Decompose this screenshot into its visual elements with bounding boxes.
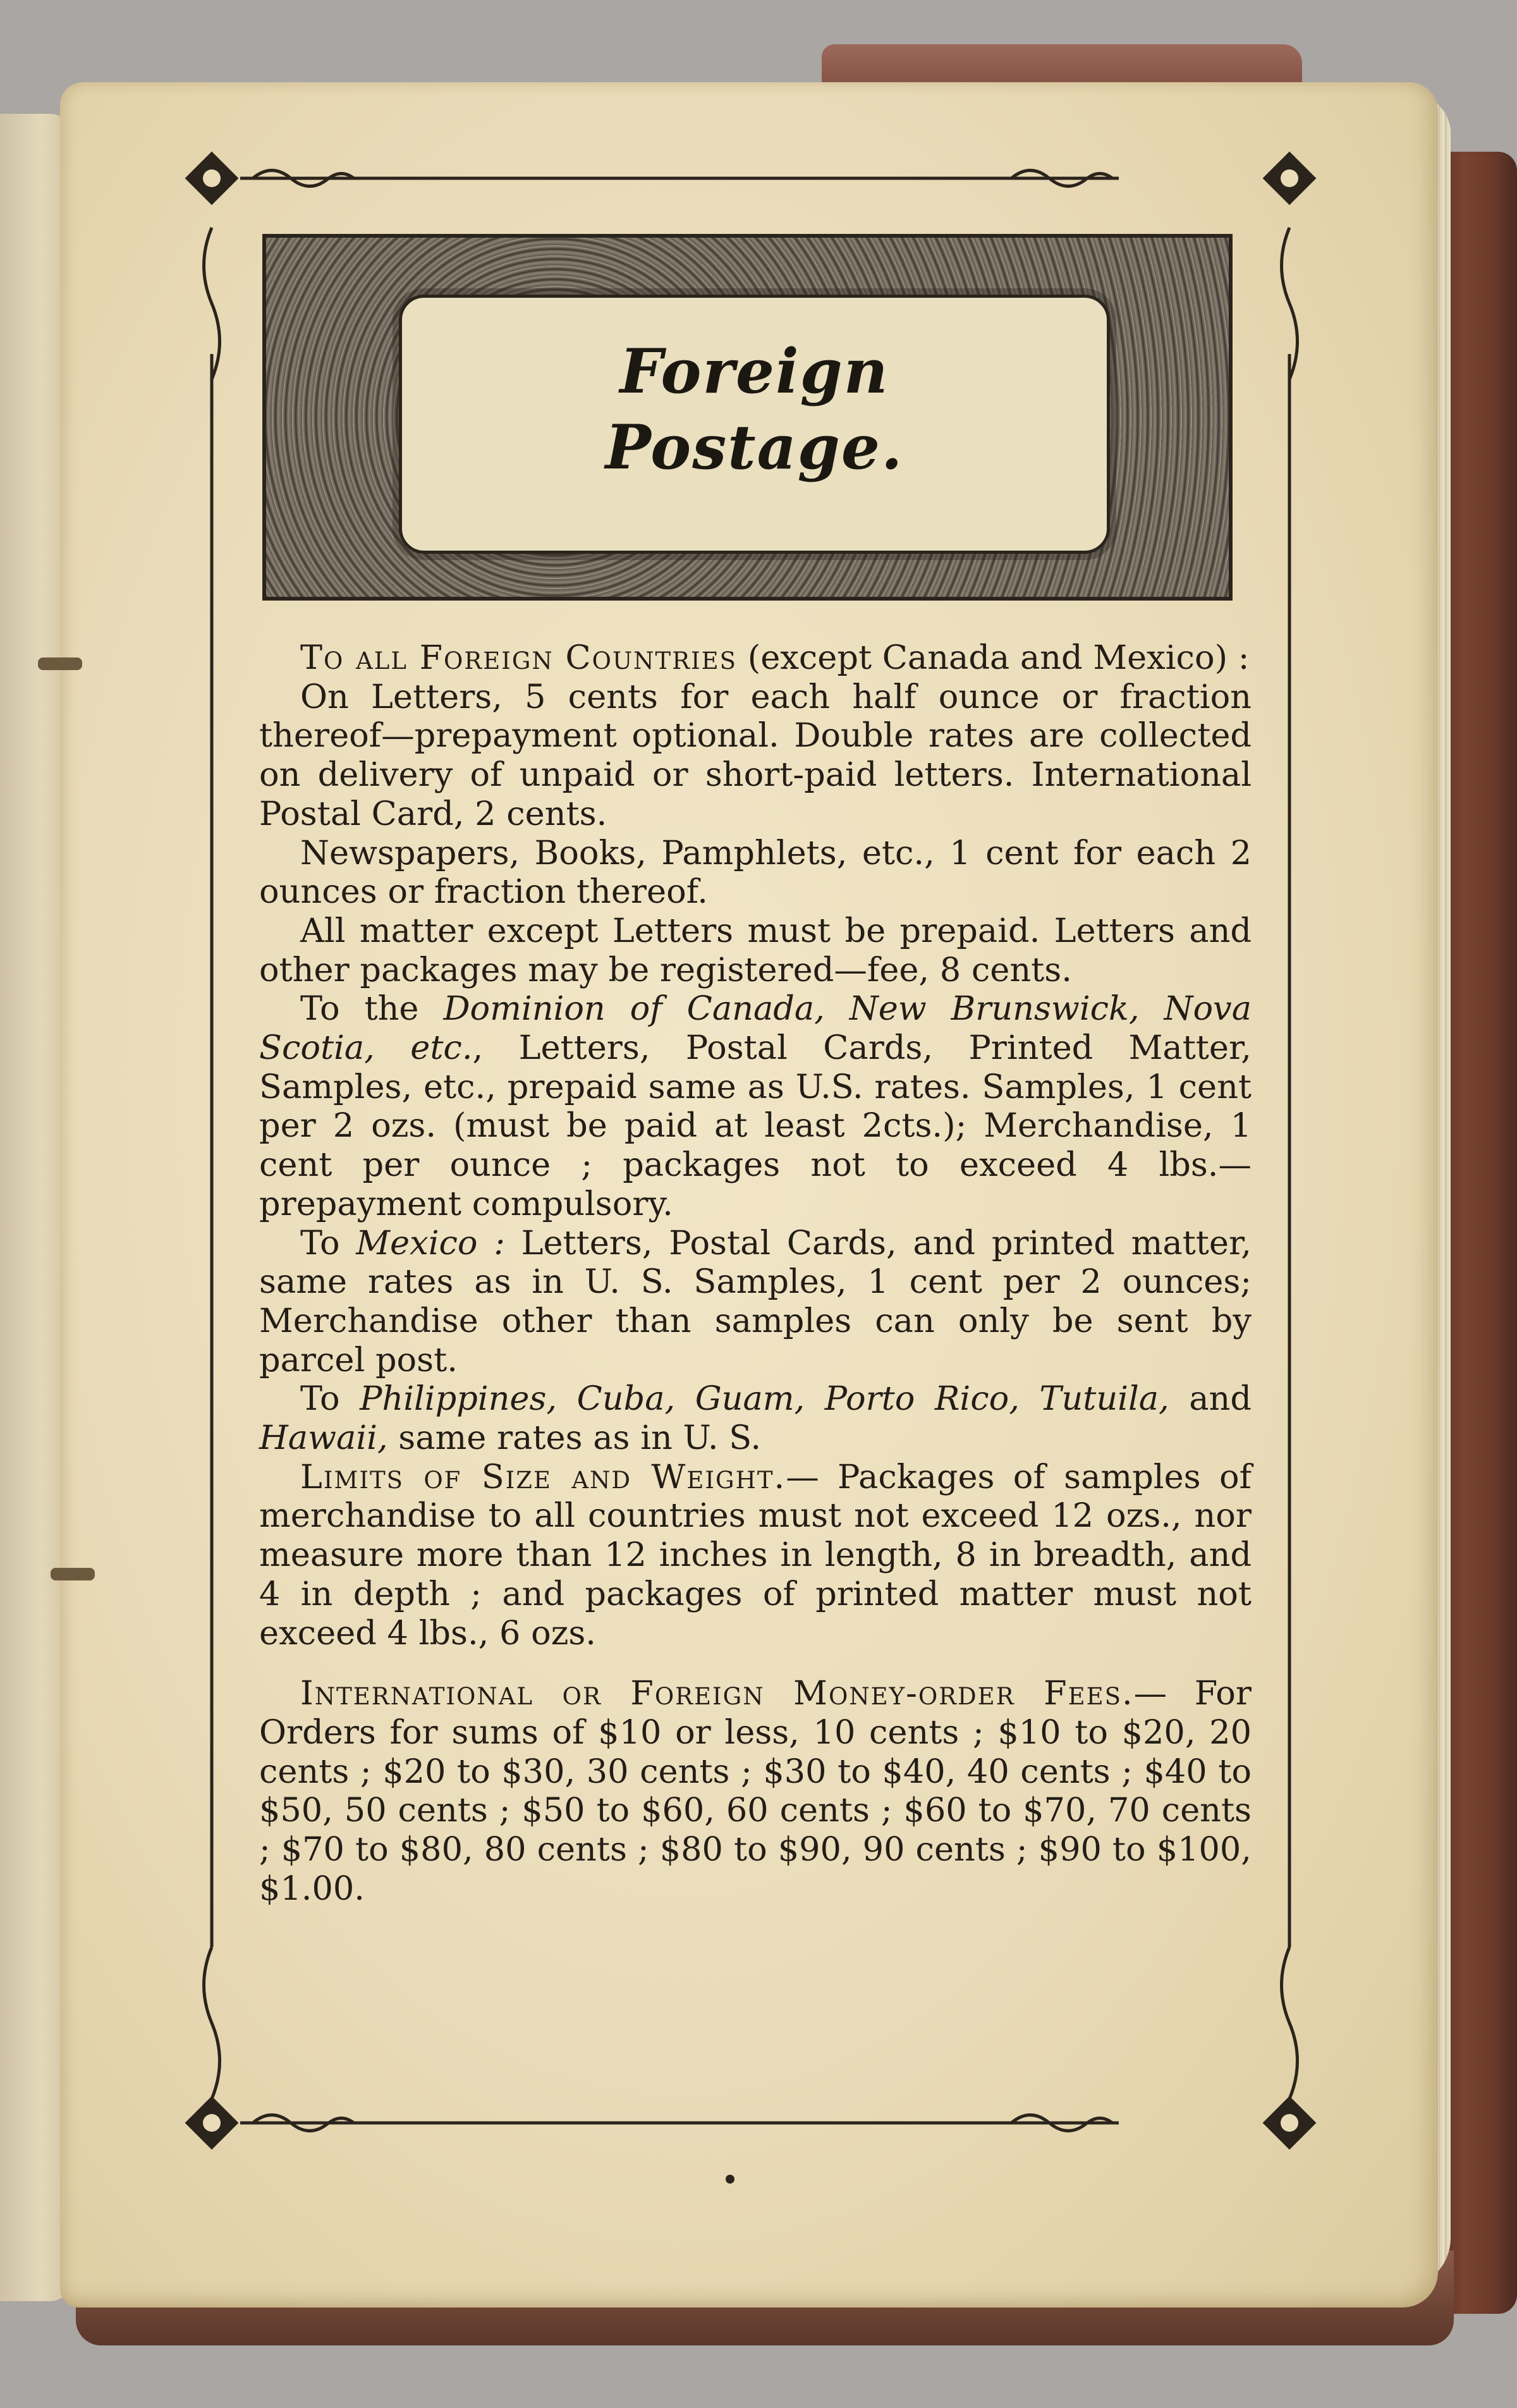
canada-rest: , Letters, Postal Cards, Printed Matter, Samples, etc., prepaid same as U.S. rates. Samples, 1 cent per 2 ozs. (must be paid at least 2cts.); Merchandise, 1 cent per ounce ; packages not to exceed 4 lbs.—prepayment compulsory. <box>259 1029 1252 1223</box>
prepaid-paragraph: All matter except Letters must be prepaid. Letters and other packages may be registered—fee, 8 cents. <box>259 911 1252 989</box>
territories-paragraph <box>259 1379 1252 1457</box>
territories-lead: To <box>300 1379 360 1419</box>
limits-text: — Packages of samples of merchandise to all countries must not exceed 12 ozs., nor measure more than 12 inches in length, 8 in breadth, and 4 in depth ; and packages of printed matter must not exceed 4 lbs., 6 ozs. <box>259 1457 1252 1653</box>
section-heading-foreign: To all Foreign Countries <box>300 639 738 677</box>
title-cartouche <box>262 234 1233 601</box>
body-text <box>259 639 1252 1909</box>
mexico-place: Mexico : <box>356 1223 505 1262</box>
money-order-text: — For Orders for sums of $10 or less, 10 cents ; $10 to $20, 20 cents ; $20 to $30, 30 cents ; $30 to $40, 40 cents ; $40 to $50, 50 cents ; $50 to $60, 60 cents ; $60 to $70, 70 cents ; $70 to $80, 80 cents ; $80 to $90, 90 cents ; $90 to $100, $1.00. <box>259 1674 1252 1908</box>
limits-heading: Limits of Size and Weight. <box>300 1457 786 1496</box>
mexico-paragraph <box>259 1224 1252 1380</box>
letters-paragraph: On Letters, 5 cents for each half ounce or fraction thereof—prepayment optional. Double rates are collected on delivery of unpaid or short-paid letters. International Postal Card, 2 cents. <box>259 677 1252 833</box>
canada-places: Dominion of Canada, New Brunswick, Nova Scotia, etc. <box>259 989 1252 1068</box>
mexico-rest: Letters, Postal Cards, and printed matter, same rates as in U. S. Samples, 1 cent per 2 ounces; Merchandise other than samples can only be sent by parcel post. <box>259 1223 1252 1379</box>
territories-places: Philippines, Cuba, Guam, Porto Rico, Tutuila, <box>360 1379 1169 1419</box>
page-ornament-dot <box>726 2175 734 2184</box>
page-title-line-2: Postage. <box>605 412 904 483</box>
territories-rest: same rates as in U. S. <box>387 1419 762 1458</box>
intro-paragraph <box>259 639 1252 678</box>
mexico-lead: To <box>300 1223 356 1262</box>
limits-paragraph <box>259 1458 1252 1653</box>
newspapers-paragraph: Newspapers, Books, Pamphlets, etc., 1 cent for each 2 ounces or fraction thereof. <box>259 833 1252 912</box>
money-order-paragraph <box>259 1674 1252 1908</box>
section-heading-rest: (except Canada and Mexico) : <box>737 639 1250 677</box>
territories-mid: and <box>1169 1379 1252 1419</box>
page-title-line-1: Foreign <box>619 336 889 407</box>
money-order-heading: International or Foreign Money-order Fees. <box>300 1674 1134 1713</box>
title-panel <box>399 295 1110 554</box>
territories-last: Hawaii, <box>259 1419 388 1458</box>
canada-paragraph <box>259 989 1252 1223</box>
canada-lead: To the <box>300 989 444 1029</box>
